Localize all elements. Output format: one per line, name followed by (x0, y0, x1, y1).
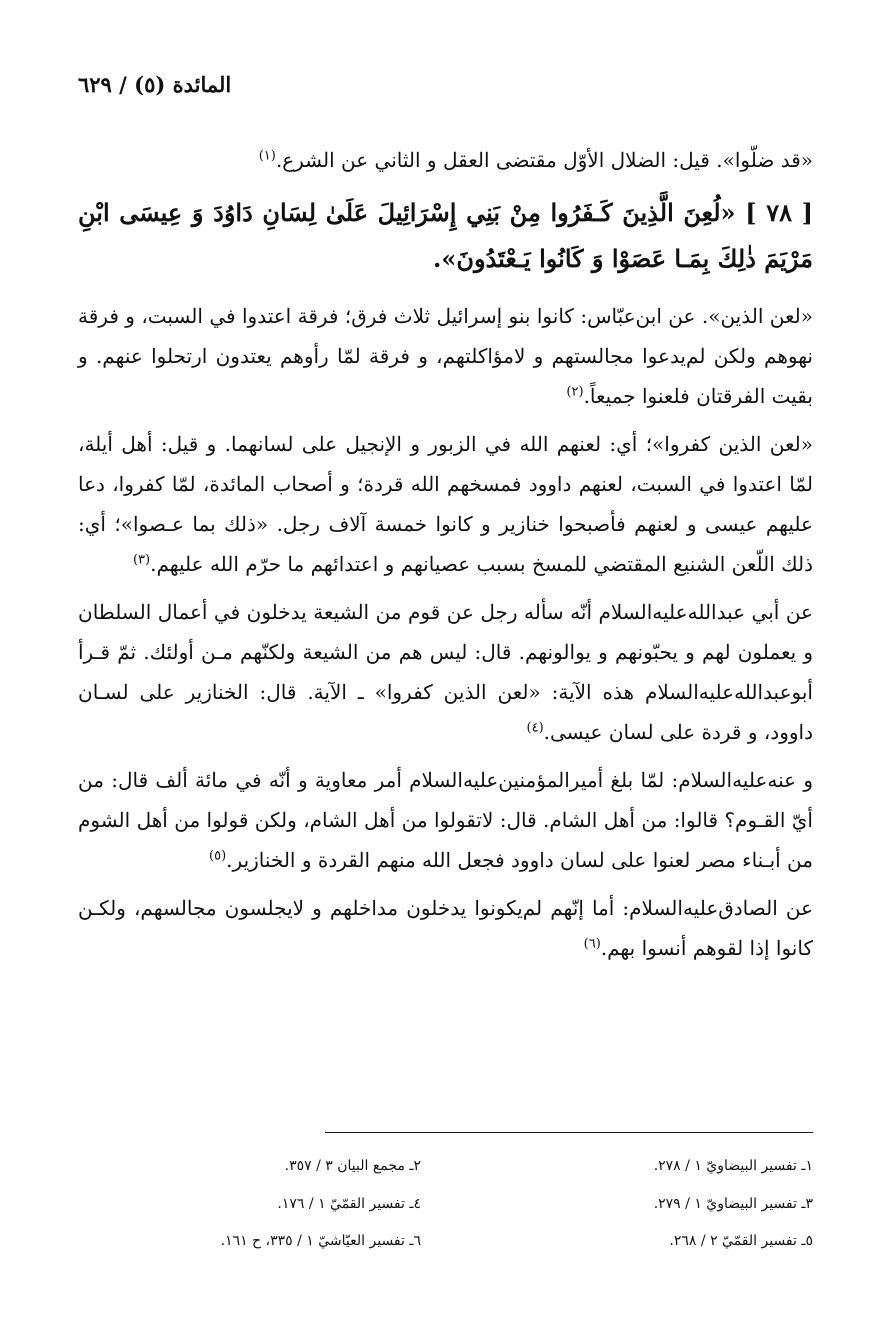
verse-text: [ ٧٨ ] «لُعِنَ الَّذِينَ كَـفَرُوا مِنْ بَنِي إِسْرَائِيلَ عَلَىٰ لِسَانِ دَاوُدَ وَ عِيسَى ابْنِ مَرْيَمَ ذٰلِكَ بِمَـا عَصَوْا وَ كَانُوا يَـعْتَدُونَ». (78, 198, 813, 273)
footnote-divider (325, 1132, 813, 1133)
footnote-5: ٥ـ تفسير القمّيّ ٢ / ٢٦٨. (669, 1233, 813, 1249)
paragraph-1 (78, 140, 813, 180)
paragraph-text: عن أبي عبدالله‌عليه‌السلام أنّه سأله رجل عن قوم من الشيعة يدخلون في أعمال السلطان و يعملون لهم و يحبّونهم و يوالونهم. قال: ليس هم من الشيعة ولكنّهم مـن أولئك. ثمّ قـرأ أبوعبدالله‌عليه‌السلام هذه الآية: «لعن الذين كفروا» ـ الآية. قال: الخنازير على لسـان داوود، و قردة على لسان عيسى. (78, 600, 813, 744)
footnote-3: ٣ـ تفسير البيضاويّ ١ / ٢٧٩. (653, 1196, 813, 1212)
paragraph-3 (78, 424, 813, 584)
paragraph-6 (78, 888, 813, 968)
footnote-ref: (٢) (566, 384, 584, 400)
footnote-ref: (٦) (583, 936, 601, 952)
paragraph-5 (78, 760, 813, 880)
footnote-1: ١ـ تفسير البيضاويّ ١ / ٢٧٨. (653, 1158, 813, 1174)
paragraph-text: و عنه‌عليه‌السلام: لمّا بلغ أميرالمؤمنين‌عليه‌السلام أمر معاوية و أنّه في مائة ألف قال: من أيّ القـوم؟ قالوا: من أهل الشام. قال: لاتقولوا من أهل الشام، ولكن قولوا من أهل الشوم من أبـناء مصر لعنوا على لسان داوود فجعل الله منهم القردة و الخنازير. (78, 768, 814, 872)
footnote-ref: (٣) (132, 552, 151, 568)
main-text (78, 128, 813, 976)
paragraph-2 (78, 296, 813, 416)
footnote-ref: (١) (258, 148, 276, 164)
footnote-4: ٤ـ تفسير القمّيّ ١ / ١٧٦. (277, 1196, 421, 1212)
footnote-6: ٦ـ تفسير العيّاشيّ ١ / ٣٣٥، ح ١٦١. (220, 1233, 421, 1249)
running-head: المائدة (٥) / ٦٢٩ (78, 72, 232, 97)
paragraph-4 (78, 592, 813, 752)
paragraph-text: عن الصادق‌عليه‌السلام: أما إنّهم لم‌يكونوا يدخلون مداخلهم و لايجلسون مجالسهم، ولكـن كانوا إذا لقوهم أنسوا بهم. (78, 896, 813, 960)
footnote-ref: (٥) (209, 848, 227, 864)
footnote-2: ٢ـ مجمع البيان ٣ / ٣٥٧. (284, 1158, 421, 1174)
footnote-ref: (٤) (526, 720, 544, 736)
quran-verse (78, 190, 813, 282)
paragraph-text: «قد ضلّوا». قيل: الضلال الأوّل مقتضى العقل و الثاني عن الشرع. (275, 148, 813, 172)
paragraph-text: «لعن الذين كفروا»؛ أي: لعنهم الله في الزبور و الإنجيل على لسانهما. و قيل: أهل أيلة، لمّا اعتدوا في السبت، لعنهم داوود فمسخهم الله قردة؛ و أصحاب المائدة، لمّا كفروا، دعا عليهم عيسى و لعنهم فأصبحوا خنازير و كانوا خمسة آلاف رجل. «ذلك بما عـصوا»؛ أي: ذلك اللّعن الشنيع المقتضي للمسخ بسبب عصيانهم و اعتدائهم ما حرّم الله عليهم. (78, 432, 813, 576)
paragraph-text: «لعن الذين». عن ابن‌عبّاس: كانوا بنو إسرائيل ثلاث فرق؛ فرقة اعتدوا في السبت، و فرقة نهوهم ولكن لم‌يدعوا مجالستهم و لامؤاكلتهم، و فرقة لمّا رأوهم يعتدون ارتحلوا عنهم. و بقيت الفرقتان فلعنوا جميعاً. (78, 304, 813, 408)
